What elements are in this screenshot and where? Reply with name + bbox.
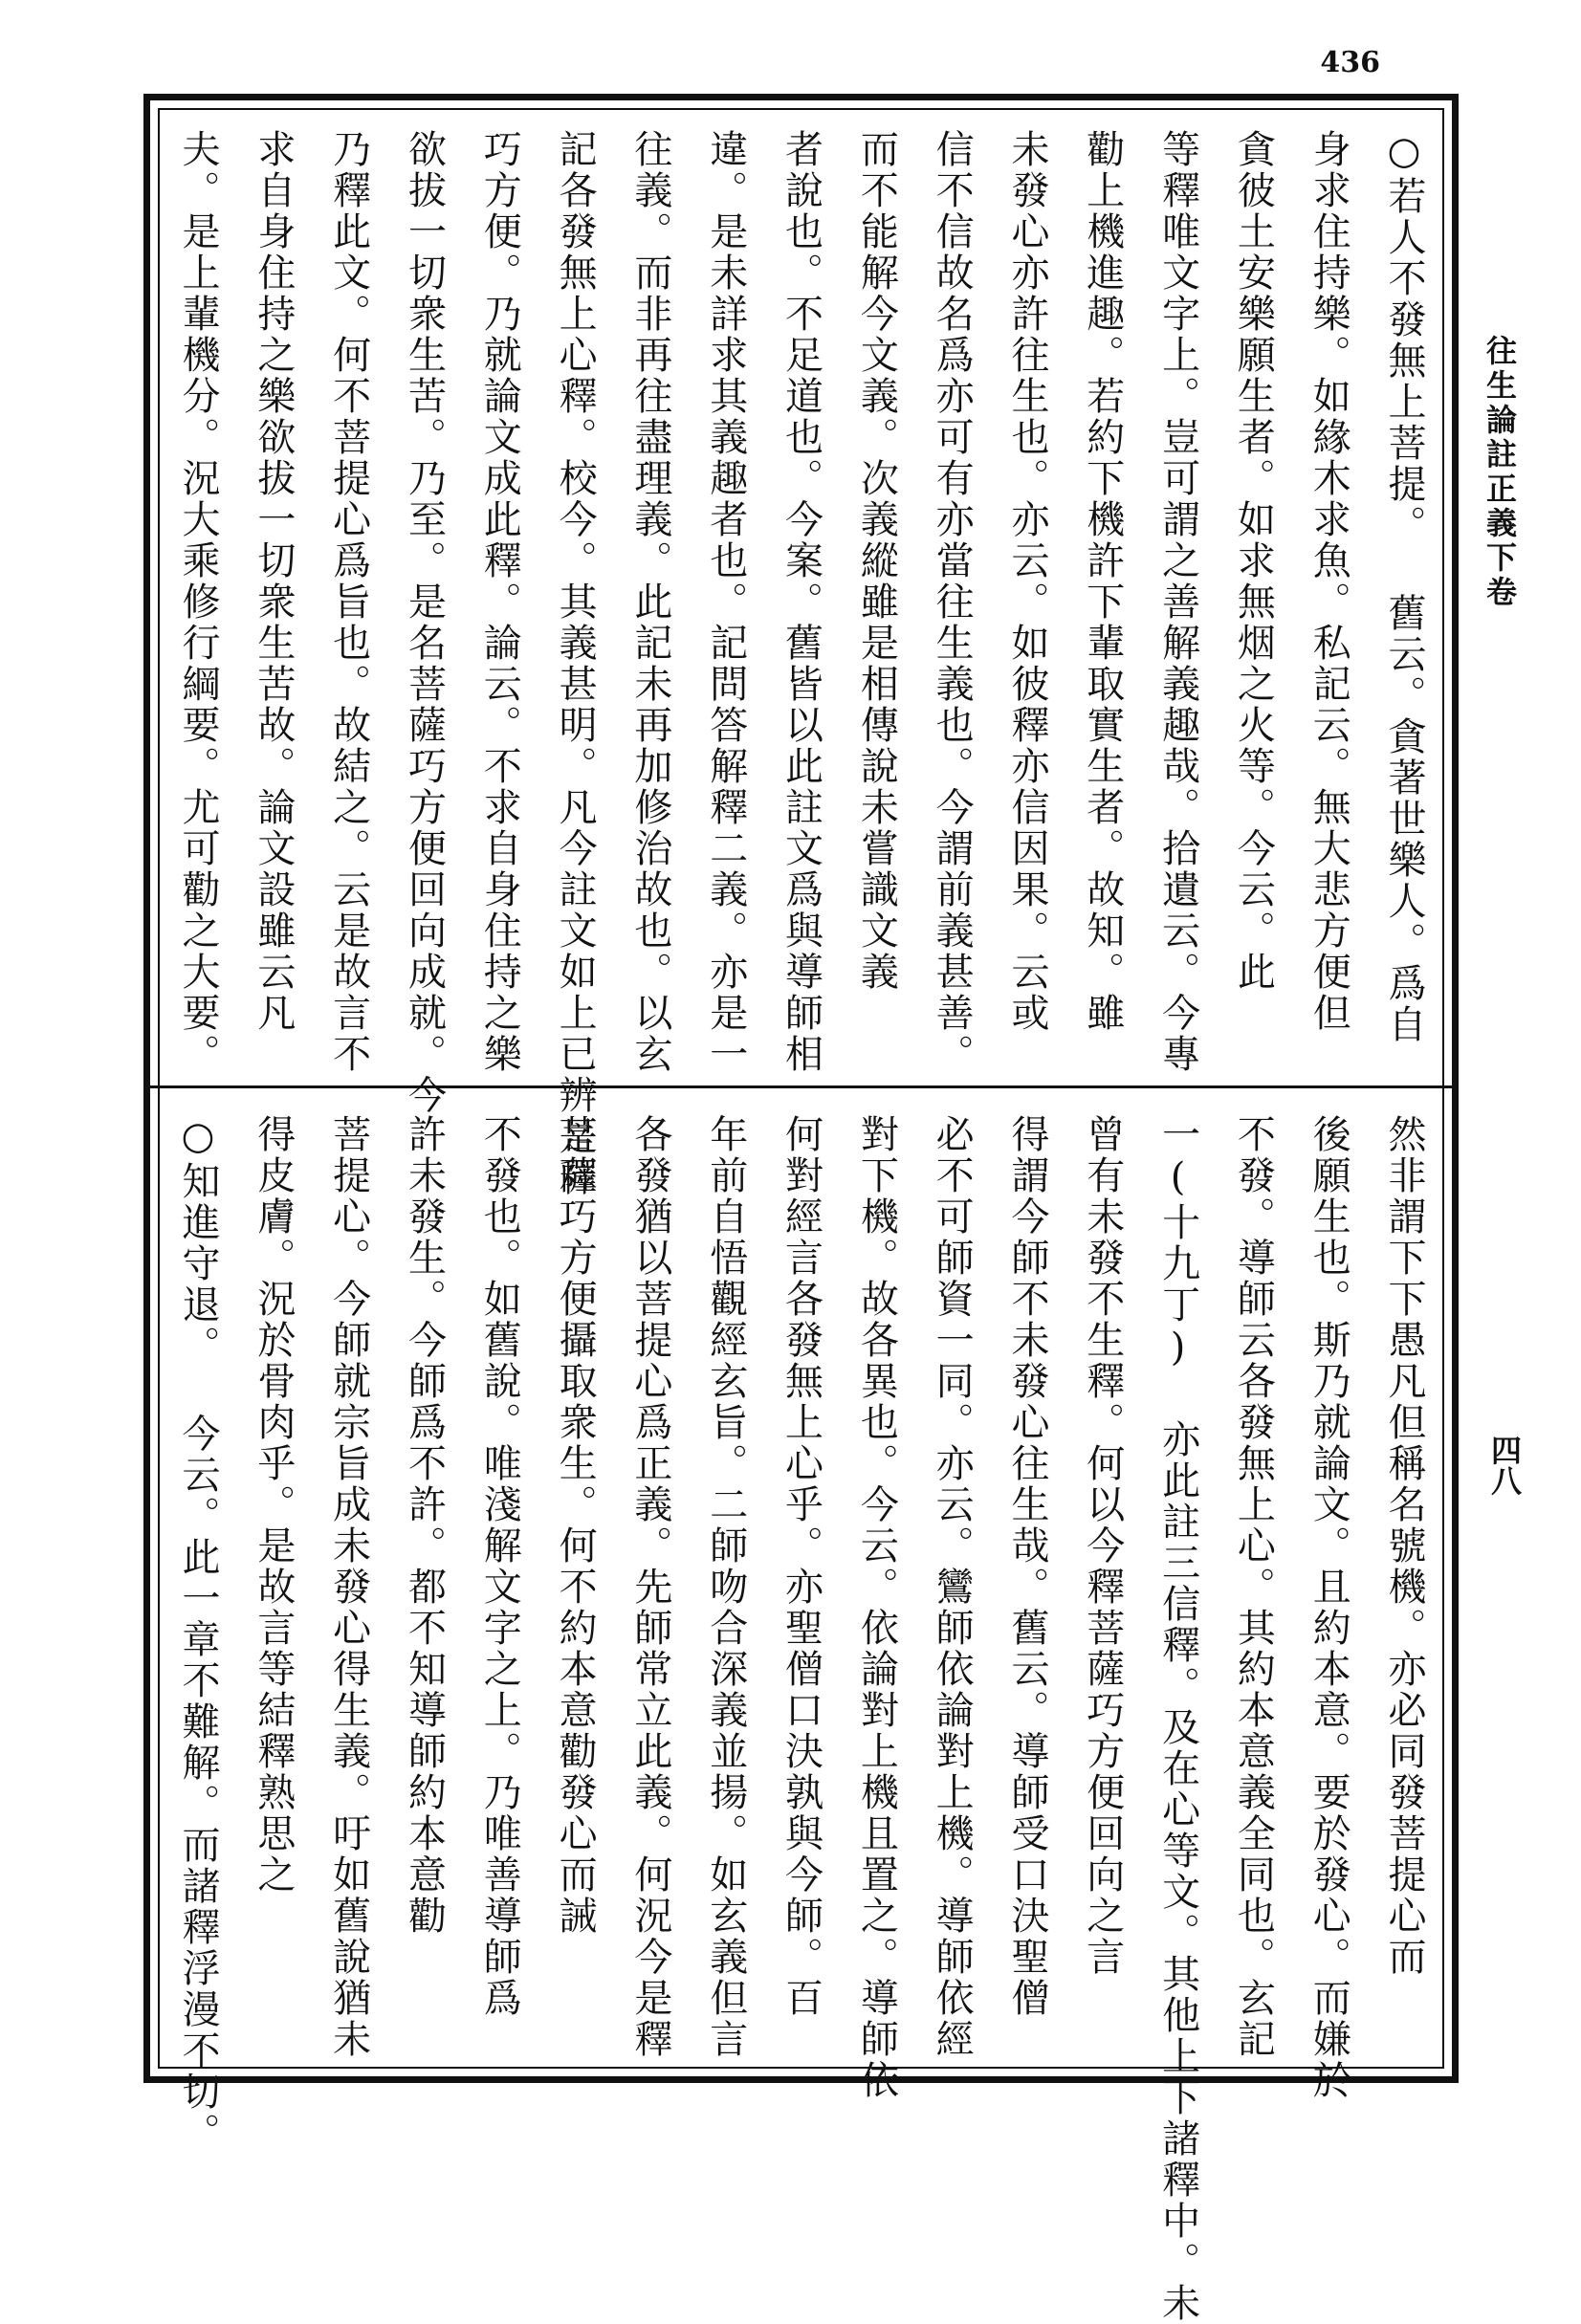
upper-text-block: [176, 129, 1426, 1198]
text-column: 貪彼土安樂願生者。如求無烟之火等。今云。此: [1231, 129, 1276, 993]
text-column: 許未發生。今師爲不許。都不知導師約本意勸: [402, 1114, 447, 1937]
text-column: 然非謂下下愚凡但稱名號機。亦必同發菩提心而: [1382, 1114, 1426, 1978]
text-column: ○知進守退。 今云。此一章不難解。而諸釋浮漫不切。: [176, 1114, 220, 2154]
text-column: ○若人不發無上菩提。 舊云。貪著世樂人。爲自: [1382, 129, 1426, 1045]
text-column: 未發心亦許往生也。亦云。如彼釋亦信因果。云或: [1004, 129, 1049, 1034]
text-column: 菩薩巧方便攝取衆生。何不約本意勸發心而誡: [553, 1114, 598, 1937]
running-title: 往生論註正義下卷: [1482, 335, 1518, 610]
text-column: 夫。是上輩機分。況大乘修行綱要。尤可勸之大要。: [176, 129, 220, 1075]
text-column: 記各發無上心釋。校今。其義甚明。凡今註文如上已辨是釋: [553, 129, 598, 1198]
text-column: 對下機。故各異也。今云。依論對上機且置之。導師依: [854, 1114, 899, 2101]
text-column: 得皮膚。況於骨肉乎。是故言等結釋熟思之: [251, 1114, 296, 1896]
section-divider: [150, 1085, 1452, 1088]
text-column: 往義。而非再往盡理義。此記未再加修治故也。以玄: [627, 129, 672, 1075]
text-column: 乃釋此文。何不菩提心爲旨也。故結之。云是故言不: [326, 129, 371, 1075]
text-column: 者說也。不足道也。今案。舊皆以此註文爲與導師相: [779, 129, 823, 1075]
page-number: 436: [1320, 46, 1380, 79]
text-column: 求自身住持之樂欲拔一切衆生苦故。論文設雖云凡: [251, 129, 296, 1034]
side-page-number: 四八: [1486, 1435, 1523, 1496]
text-column: 不發也。如舊說。唯淺解文字之上。乃唯善導師爲: [477, 1114, 522, 2019]
text-column: 而不能解今文義。次義縱雖是相傳說未嘗識文義: [854, 129, 899, 993]
text-column: 各發猶以菩提心爲正義。先師常立此義。何況今是釋: [627, 1114, 672, 2060]
text-column: 欲拔一切衆生苦。乃至。是名菩薩巧方便回向成就。今: [402, 129, 447, 1116]
text-column: 菩提心。今師就宗旨成未發心得生義。吁如舊說猶未: [326, 1114, 371, 2060]
text-column: 必不可師資一同。亦云。鸞師依論對上機。導師依經: [930, 1114, 975, 2060]
lower-text-block: [176, 1114, 1426, 2324]
text-column: 巧方便。乃就論文成此釋。論云。不求自身住持之樂: [477, 129, 522, 1075]
text-column: 一(十九丁) 亦此註三信釋。及在心等文。其他上下諸釋中。未: [1155, 1114, 1200, 2324]
text-column: 不發。導師云各發無上心。其約本意義全同也。玄記: [1231, 1114, 1276, 2060]
text-column: 身求住持樂。如緣木求魚。私記云。無大悲方便但: [1307, 129, 1351, 1034]
text-column: 違。是未詳求其義趣者也。記問答解釋二義。亦是一: [703, 129, 748, 1075]
text-column: 勸上機進趣。若約下機許下輩取實生者。故知。雖: [1080, 129, 1125, 1034]
text-column: 信不信故名爲亦可有亦當往生義也。今謂前義甚善。: [930, 129, 975, 1075]
text-column: 年前自悟觀經玄旨。二師吻合深義並揚。如玄義但言: [703, 1114, 748, 2060]
text-column: 後願生也。斯乃就論文。且約本意。要於發心。而嫌於: [1307, 1114, 1351, 2101]
text-column: 何對經言各發無上心乎。亦聖僧口決孰與今師。百: [779, 1114, 823, 2019]
text-frame: [143, 94, 1459, 2324]
text-column: 等釋唯文字上。豈可謂之善解義趣哉。拾遺云。今專: [1155, 129, 1200, 1075]
text-column: 曾有未發不生釋。何以今釋菩薩巧方便回向之言: [1080, 1114, 1125, 1978]
text-column: 得謂今師不未發心往生哉。舊云。導師受口決聖僧: [1004, 1114, 1049, 2019]
